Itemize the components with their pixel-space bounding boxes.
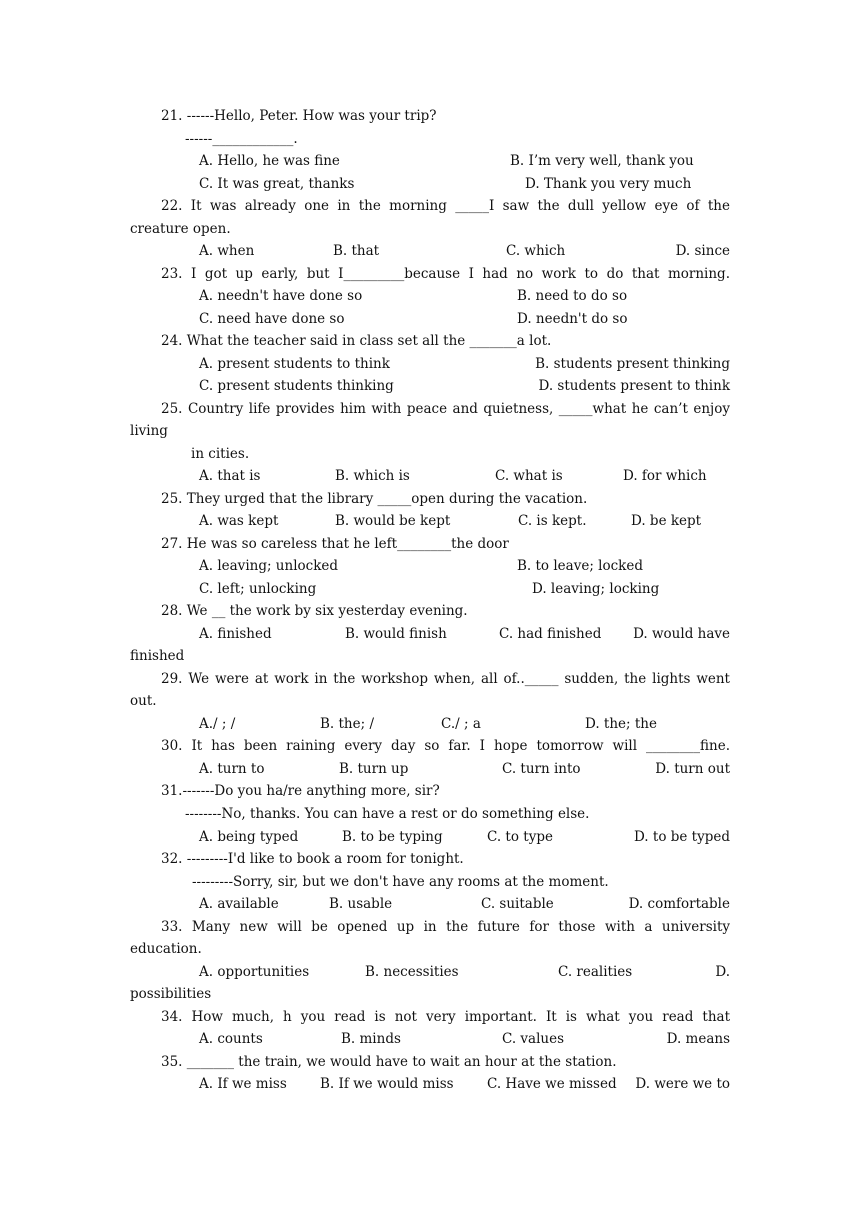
- option-d: D. needn't do so: [517, 311, 628, 327]
- option-a: A. when: [199, 243, 255, 259]
- option-d: D. means: [666, 1031, 730, 1047]
- option-a: A. was kept: [199, 513, 279, 529]
- option-b: B. students present thinking: [535, 356, 730, 372]
- question-27-stem: 27. He was so careless that he left________the door: [161, 536, 509, 552]
- question-32-reply: ---------Sorry, sir, but we don't have any rooms at the moment.: [192, 874, 609, 890]
- option-b: B. that: [333, 243, 380, 259]
- option-c: C. realities: [558, 964, 633, 980]
- question-34-options: [199, 1031, 730, 1047]
- question-34-stem: 34. How much, h you read is not very important. It is what you read that: [161, 1009, 730, 1025]
- option-b: B. would be kept: [335, 513, 451, 529]
- question-35-options: [199, 1076, 730, 1092]
- option-a: A. that is: [199, 468, 261, 484]
- option-d: D. turn out: [655, 761, 730, 777]
- question-22-options: [199, 243, 730, 259]
- question-24-options-row-2: [199, 378, 730, 394]
- option-c: C. is kept.: [518, 513, 587, 529]
- option-d: D. the; the: [585, 716, 657, 732]
- question-33-stem: 33. Many new will be opened up in the future for those with a university: [161, 919, 730, 935]
- question-21-reply: ------____________.: [185, 131, 298, 147]
- option-b: B. need to do so: [517, 288, 628, 304]
- question-28-option-d-cont: finished: [130, 648, 185, 664]
- question-33-option-d-cont: possibilities: [130, 986, 212, 1002]
- option-d: D. be kept: [631, 513, 702, 529]
- option-a: A./ ; /: [199, 716, 236, 732]
- question-23-options-row-2: [199, 311, 730, 327]
- option-c: C. turn into: [502, 761, 581, 777]
- question-25-stem-cont: living: [130, 423, 168, 439]
- question-30-options: [199, 761, 730, 777]
- option-c: C. It was great, thanks: [199, 176, 355, 192]
- option-d: D. since: [675, 243, 730, 259]
- question-32-options: [199, 896, 730, 912]
- option-b: B. minds: [341, 1031, 401, 1047]
- option-d: D. for which: [623, 468, 707, 484]
- option-a: A. being typed: [199, 829, 299, 845]
- question-30-stem: 30. It has been raining every day so far. I hope tomorrow will ________fine.: [161, 738, 730, 754]
- option-c: C. values: [502, 1031, 565, 1047]
- option-b: B. If we would miss: [320, 1076, 454, 1092]
- option-c: C. to type: [487, 829, 553, 845]
- option-b: B. to be typing: [342, 829, 443, 845]
- option-b: B. which is: [335, 468, 410, 484]
- option-c: C. Have we missed: [487, 1076, 617, 1092]
- option-a: A. If we miss: [199, 1076, 287, 1092]
- option-b: B. necessities: [365, 964, 459, 980]
- option-c: C. present students thinking: [199, 378, 394, 394]
- question-24-stem: 24. What the teacher said in class set all the _______a lot.: [161, 333, 552, 349]
- option-a: A. leaving; unlocked: [199, 558, 339, 574]
- question-24-options-row-1: [199, 356, 730, 372]
- question-26-options: [199, 513, 730, 529]
- question-28-stem: 28. We __ the work by six yesterday evening.: [161, 603, 468, 619]
- question-29-stem: 29. We were at work in the workshop when, all of.._____ sudden, the lights went: [161, 671, 730, 687]
- option-b: B. would finish: [345, 626, 447, 642]
- question-31-reply: --------No, thanks. You can have a rest or do something else.: [185, 806, 590, 822]
- option-c: C. suitable: [481, 896, 554, 912]
- option-a: A. Hello, he was fine: [199, 153, 340, 169]
- question-32-stem: 32. ---------I'd like to book a room for tonight.: [161, 851, 464, 867]
- question-27-options-row-2: [199, 581, 730, 597]
- question-22-stem-cont: creature open.: [130, 221, 231, 237]
- question-21-options-row-1: [199, 153, 730, 169]
- option-d: D. were we to: [635, 1076, 730, 1092]
- question-33-options: [199, 964, 730, 980]
- question-35-stem: 35. _______ the train, we would have to wait an hour at the station.: [161, 1054, 617, 1070]
- option-a: A. opportunities: [199, 964, 310, 980]
- question-33-stem-cont: education.: [130, 941, 202, 957]
- option-c: C. which: [506, 243, 566, 259]
- question-31-stem: 31.-------Do you ha/re anything more, sir?: [161, 783, 440, 799]
- option-b: B. to leave; locked: [517, 558, 643, 574]
- option-d: D. Thank you very much: [525, 176, 692, 192]
- option-b: B. I’m very well, thank you: [510, 153, 694, 169]
- option-d: D. leaving; locking: [532, 581, 660, 597]
- option-c: C. what is: [495, 468, 563, 484]
- option-c: C. left; unlocking: [199, 581, 317, 597]
- question-23-options-row-1: [199, 288, 730, 304]
- option-a: A. finished: [199, 626, 272, 642]
- question-31-options: [199, 829, 730, 845]
- option-b: B. the; /: [320, 716, 374, 732]
- question-25-stem-cont-2: in cities.: [191, 446, 250, 462]
- option-a: A. turn to: [199, 761, 265, 777]
- option-d: D. would have: [633, 626, 730, 642]
- option-c: C. need have done so: [199, 311, 345, 327]
- question-22-stem: 22. It was already one in the morning _____I saw the dull yellow eye of the: [161, 198, 730, 214]
- option-c: C. had finished: [499, 626, 602, 642]
- option-a: A. present students to think: [199, 356, 390, 372]
- question-25-stem: 25. Country life provides him with peace and quietness, _____what he can’t enjoy: [161, 401, 730, 417]
- question-29-options: [199, 716, 730, 732]
- question-26-stem: 25. They urged that the library _____open during the vacation.: [161, 491, 588, 507]
- option-a: A. counts: [199, 1031, 263, 1047]
- option-d: D. comfortable: [628, 896, 730, 912]
- question-28-options: [199, 626, 730, 642]
- question-29-stem-cont: out.: [130, 693, 157, 709]
- option-d: D. to be typed: [633, 829, 730, 845]
- question-21-options-row-2: [199, 176, 730, 192]
- question-27-options-row-1: [199, 558, 730, 574]
- option-b: B. turn up: [339, 761, 409, 777]
- option-d: D.: [715, 964, 730, 980]
- option-a: A. needn't have done so: [199, 288, 363, 304]
- option-a: A. available: [199, 896, 279, 912]
- question-23-stem: 23. I got up early, but I_________because I had no work to do that morning.: [161, 266, 730, 282]
- question-25-options: [199, 468, 730, 484]
- question-21-stem: 21. ------Hello, Peter. How was your trip?: [161, 108, 437, 124]
- option-b: B. usable: [329, 896, 393, 912]
- option-d: D. students present to think: [538, 378, 730, 394]
- option-c: C./ ; a: [441, 716, 481, 732]
